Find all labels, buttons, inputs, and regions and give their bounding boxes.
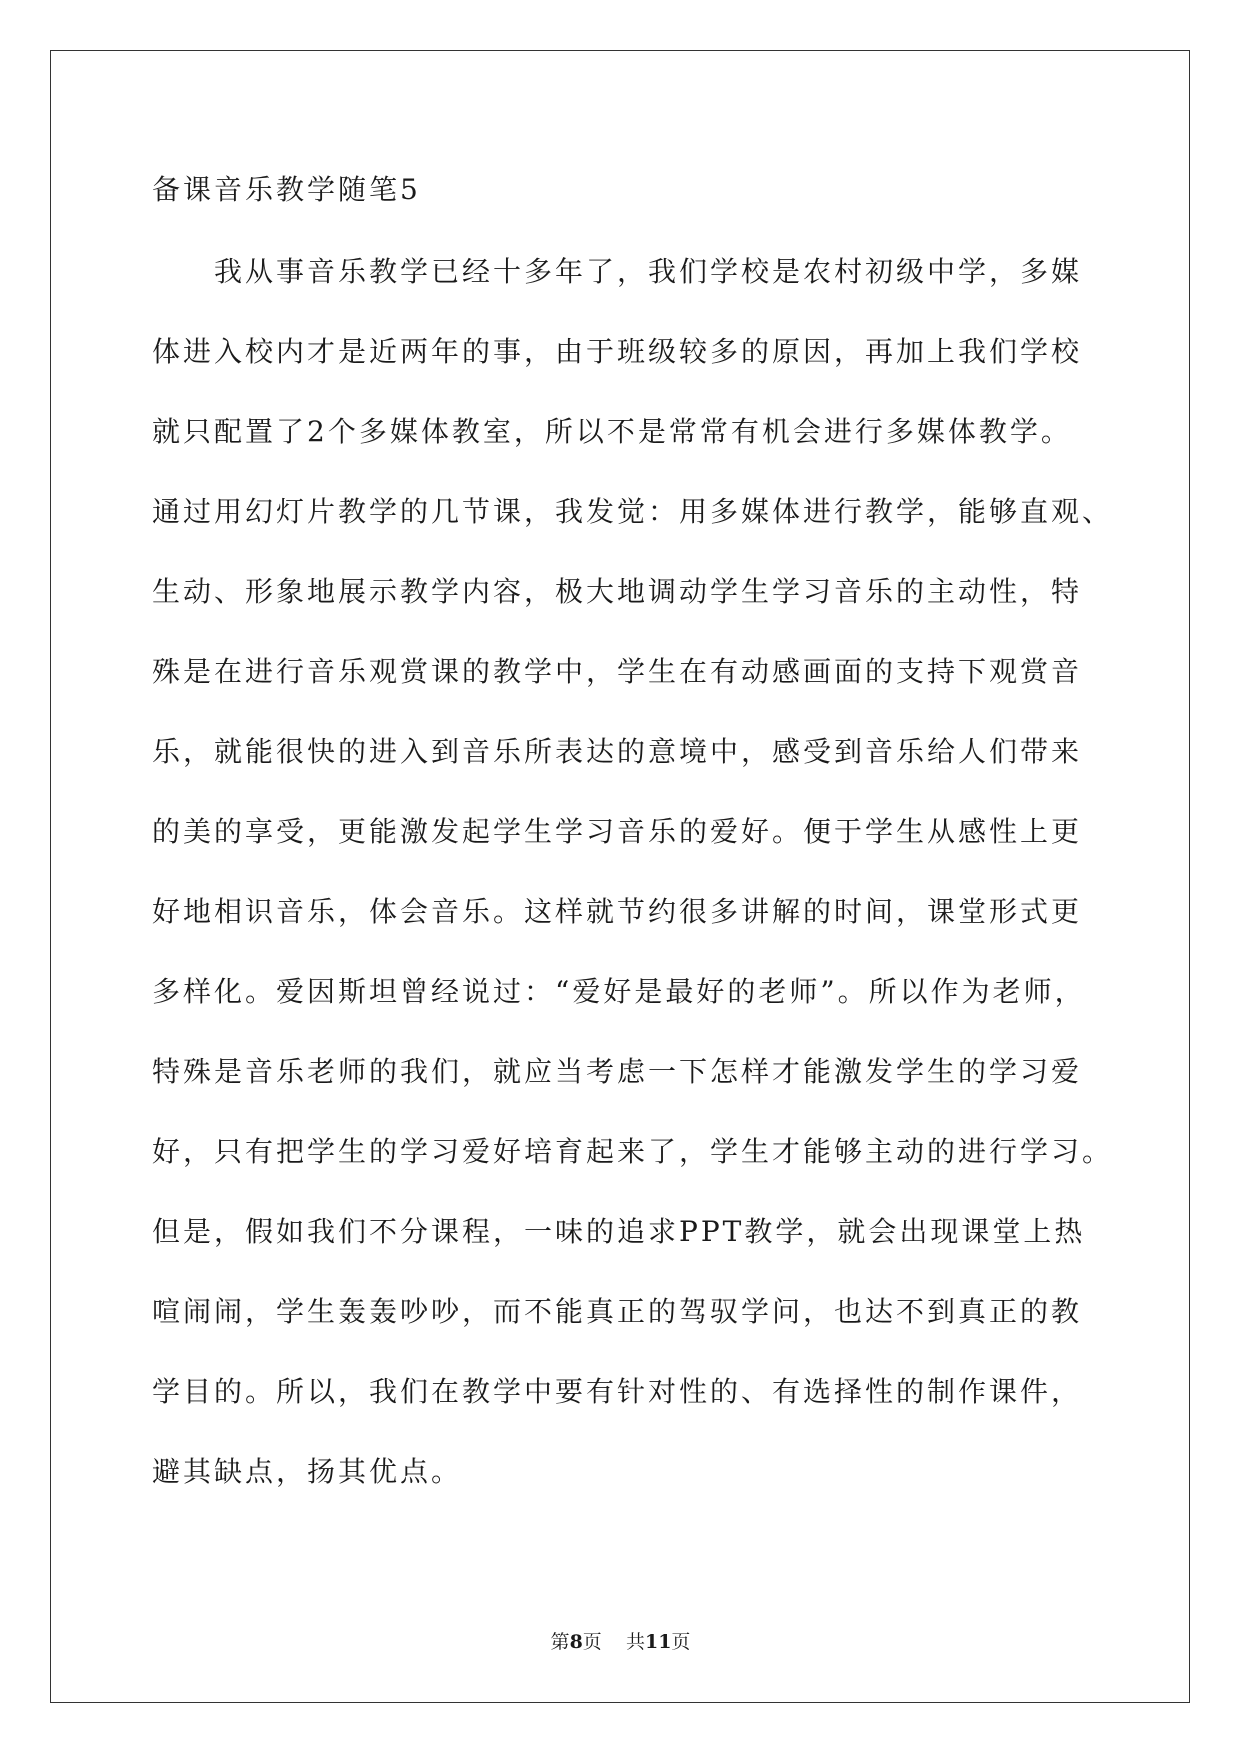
footer-middle: 页 共 [582,1631,645,1653]
total-pages-number: 11 [644,1631,672,1653]
footer-suffix: 页 [671,1631,691,1653]
paragraph-line: 避其缺点，扬其优点。 [152,1455,463,1488]
paragraph-line: 就只配置了2个多媒体教室，所以不是常常有机会进行多媒体教学。 [152,415,1072,448]
paragraph-line: 好地相识音乐，体会音乐。这样就节约很多讲解的时间，课堂形式更 [152,895,1083,928]
paragraph-line: 通过用幻灯片教学的几节课，我发觉：用多媒体进行教学，能够直观、 [152,495,1114,528]
paragraph-line: 好，只有把学生的学习爱好培育起来了，学生才能够主动的进行学习。 [152,1135,1114,1168]
paragraph-line: 的美的享受，更能激发起学生学习音乐的爱好。便于学生从感性上更 [152,815,1083,848]
paragraph-line: 乐，就能很快的进入到音乐所表达的意境中，感受到音乐给人们带来 [152,735,1083,768]
paragraph-line: 体进入校内才是近两年的事，由于班级较多的原因，再加上我们学校 [152,335,1083,368]
paragraph-line: 殊是在进行音乐观赏课的教学中，学生在有动感画面的支持下观赏音 [152,655,1083,688]
page-footer [0,1630,1241,1654]
current-page-number: 8 [569,1631,583,1653]
paragraph-line: 特殊是音乐老师的我们，就应当考虑一下怎样才能激发学生的学习爱 [152,1055,1083,1088]
paragraph-line: 多样化。爱因斯坦曾经说过：“爱好是最好的老师”。所以作为老师， [152,975,1086,1008]
document-title: 备课音乐教学随笔5 [152,173,421,206]
footer-prefix: 第 [550,1631,570,1653]
paragraph-line: 喧闹闹，学生轰轰吵吵，而不能真正的驾驭学问，也达不到真正的教 [152,1295,1083,1328]
paragraph-line: 学目的。所以，我们在教学中要有针对性的、有选择性的制作课件， [152,1375,1083,1408]
paragraph-line: 但是，假如我们不分课程，一味的追求PPT教学，就会出现课堂上热 [152,1215,1086,1248]
body-paragraph [152,252,1114,1532]
paragraph-line: 我从事音乐教学已经十多年了，我们学校是农村初级中学，多媒 [214,255,1083,288]
paragraph-line: 生动、形象地展示教学内容，极大地调动学生学习音乐的主动性，特 [152,575,1083,608]
